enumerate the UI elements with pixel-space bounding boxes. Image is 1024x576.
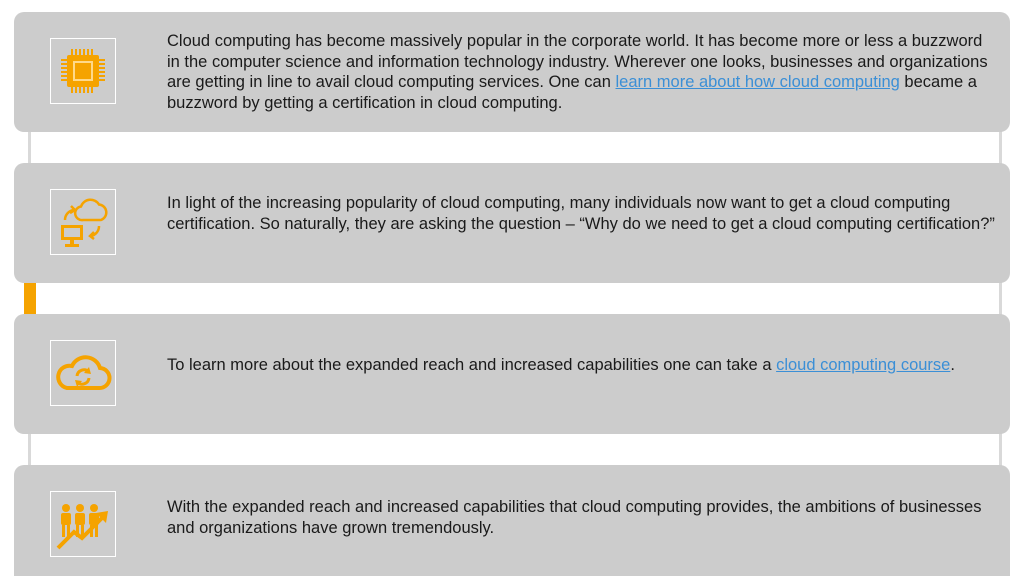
info-card-4	[14, 465, 1010, 576]
cloud-course-link[interactable]: cloud computing course	[776, 356, 951, 374]
cpu-chip-icon	[50, 38, 116, 104]
card-1-text-part-1: Cloud computing has become massively popular in the corporate world. It has become more or less a buzzword in the computer science and information technology industry. Wherever one looks, businesses and organizations are getting in line to avail cloud computing services. One can	[167, 32, 988, 91]
card-3-text-part-1: To learn more about the expanded reach and increased capabilities one can take a	[167, 356, 777, 374]
people-growth-icon	[50, 491, 116, 557]
accent-marker	[24, 282, 36, 314]
card-3-text	[167, 355, 997, 376]
info-card-1	[14, 12, 1010, 132]
card-2-text	[167, 193, 997, 234]
card-4-text-part-1: With the expanded reach and increased capabilities that cloud computing provides, the ambitions of businesses and organizations have grown tremendously.	[167, 498, 982, 537]
cloud-computer-sync-icon	[50, 189, 116, 255]
card-1-text	[167, 31, 997, 113]
learn-more-link[interactable]: learn more about how cloud computing	[615, 73, 900, 91]
cloud-sync-icon	[50, 340, 116, 406]
info-card-2	[14, 163, 1010, 283]
info-card-3	[14, 314, 1010, 434]
card-2-text-part-1: In light of the increasing popularity of cloud computing, many individuals now want to get a cloud computing certification. So naturally, they are asking the question – “Why do we need to get a cloud computing certification?”	[167, 194, 995, 233]
card-1-text-part-2: became a buzzword by getting a certification in cloud computing.	[167, 73, 977, 112]
card-3-text-part-2: .	[950, 356, 955, 374]
card-4-text	[167, 497, 997, 538]
